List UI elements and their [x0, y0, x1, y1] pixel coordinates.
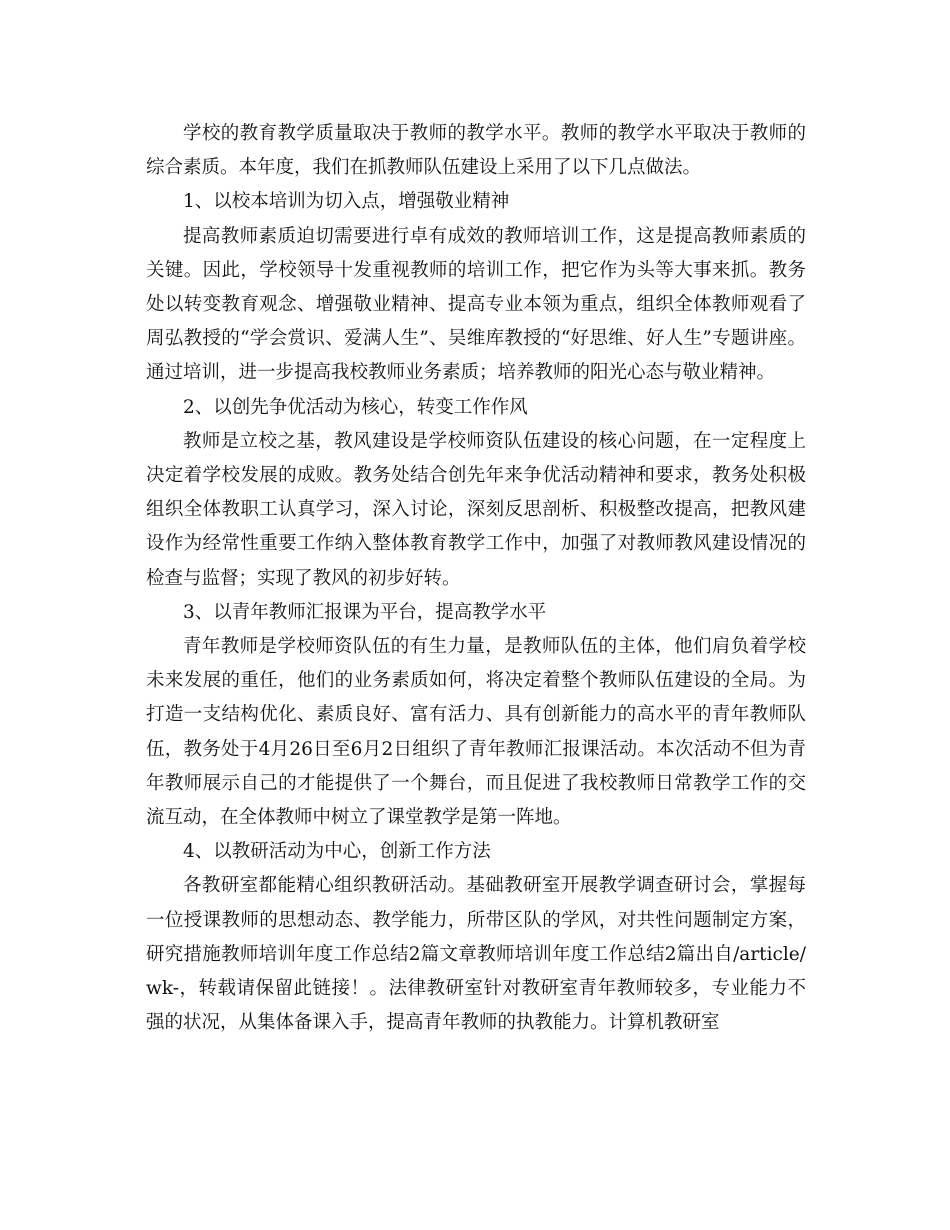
paragraph-research: 各教研室都能精心组织教研活动。基础教研室开展教学调查研讨会，掌握每一位授课教师的思想动态、教学能力，所带区队的学风，对共性问题制定方案，研究措施教师培训年度工作总结2篇文章教师培训年度工作总结2篇出自/article/wk-，转载请保留此链接！。法律教研室针对教研室青年教师较多，专业能力不强的状况，从集体备课入手，提高青年教师的执教能力。计算机教研室	[146, 875, 806, 1034]
section-heading-2: 2、以创先争优活动为核心，转变工作作风	[183, 396, 528, 418]
section-heading-3: 3、以青年教师汇报课为平台，提高教学水平	[183, 601, 547, 623]
paragraph-teaching-style: 教师是立校之基，教风建设是学校师资队伍建设的核心问题，在一定程度上决定着学校发展的成败。教务处结合创先年来争优活动精神和要求，教务处积极组织全体教职工认真学习，深入讨论，深刻反思剖析、积极整改提高，把教风建设作为经常性重要工作纳入整体教育教学工作中，加强了对教师教风建设情况的检查与监督；实现了教风的初步好转。	[146, 430, 806, 589]
paragraph-young-teachers: 青年教师是学校师资队伍的有生力量，是教师队伍的主体，他们肩负着学校未来发展的重任，他们的业务素质如何，将决定着整个教师队伍建设的全局。为打造一支结构优化、素质良好、富有活力、具有创新能力的高水平的青年教师队伍，教务处于4月26日至6月2日组织了青年教师汇报课活动。本次活动不但为青年教师展示自己的才能提供了一个舞台，而且促进了我校教师日常教学工作的交流互动，在全体教师中树立了课堂教学是第一阵地。	[146, 636, 806, 829]
document-body	[146, 117, 806, 1040]
section-heading-4: 4、以教研活动为中心，创新工作方法	[183, 841, 491, 863]
section-heading-1: 1、以校本培训为切入点，增强敬业精神	[183, 191, 510, 213]
paragraph-intro: 学校的教育教学质量取决于教师的教学水平。教师的教学水平取决于教师的综合素质。本年度，我们在抓教师队伍建设上采用了以下几点做法。	[146, 123, 806, 179]
paragraph-training: 提高教师素质迫切需要进行卓有成效的教师培训工作，这是提高教师素质的关键。因此，学校领导十发重视教师的培训工作，把它作为头等大事来抓。教务处以转变教育观念、增强敬业精神、提高专业本领为重点，组织全体教师观看了周弘教授的“学会赏识、爱满人生”、吴维库教授的“好思维、好人生”专题讲座。通过培训，进一步提高我校教师业务素质；培养教师的阳光心态与敬业精神。	[146, 225, 806, 384]
